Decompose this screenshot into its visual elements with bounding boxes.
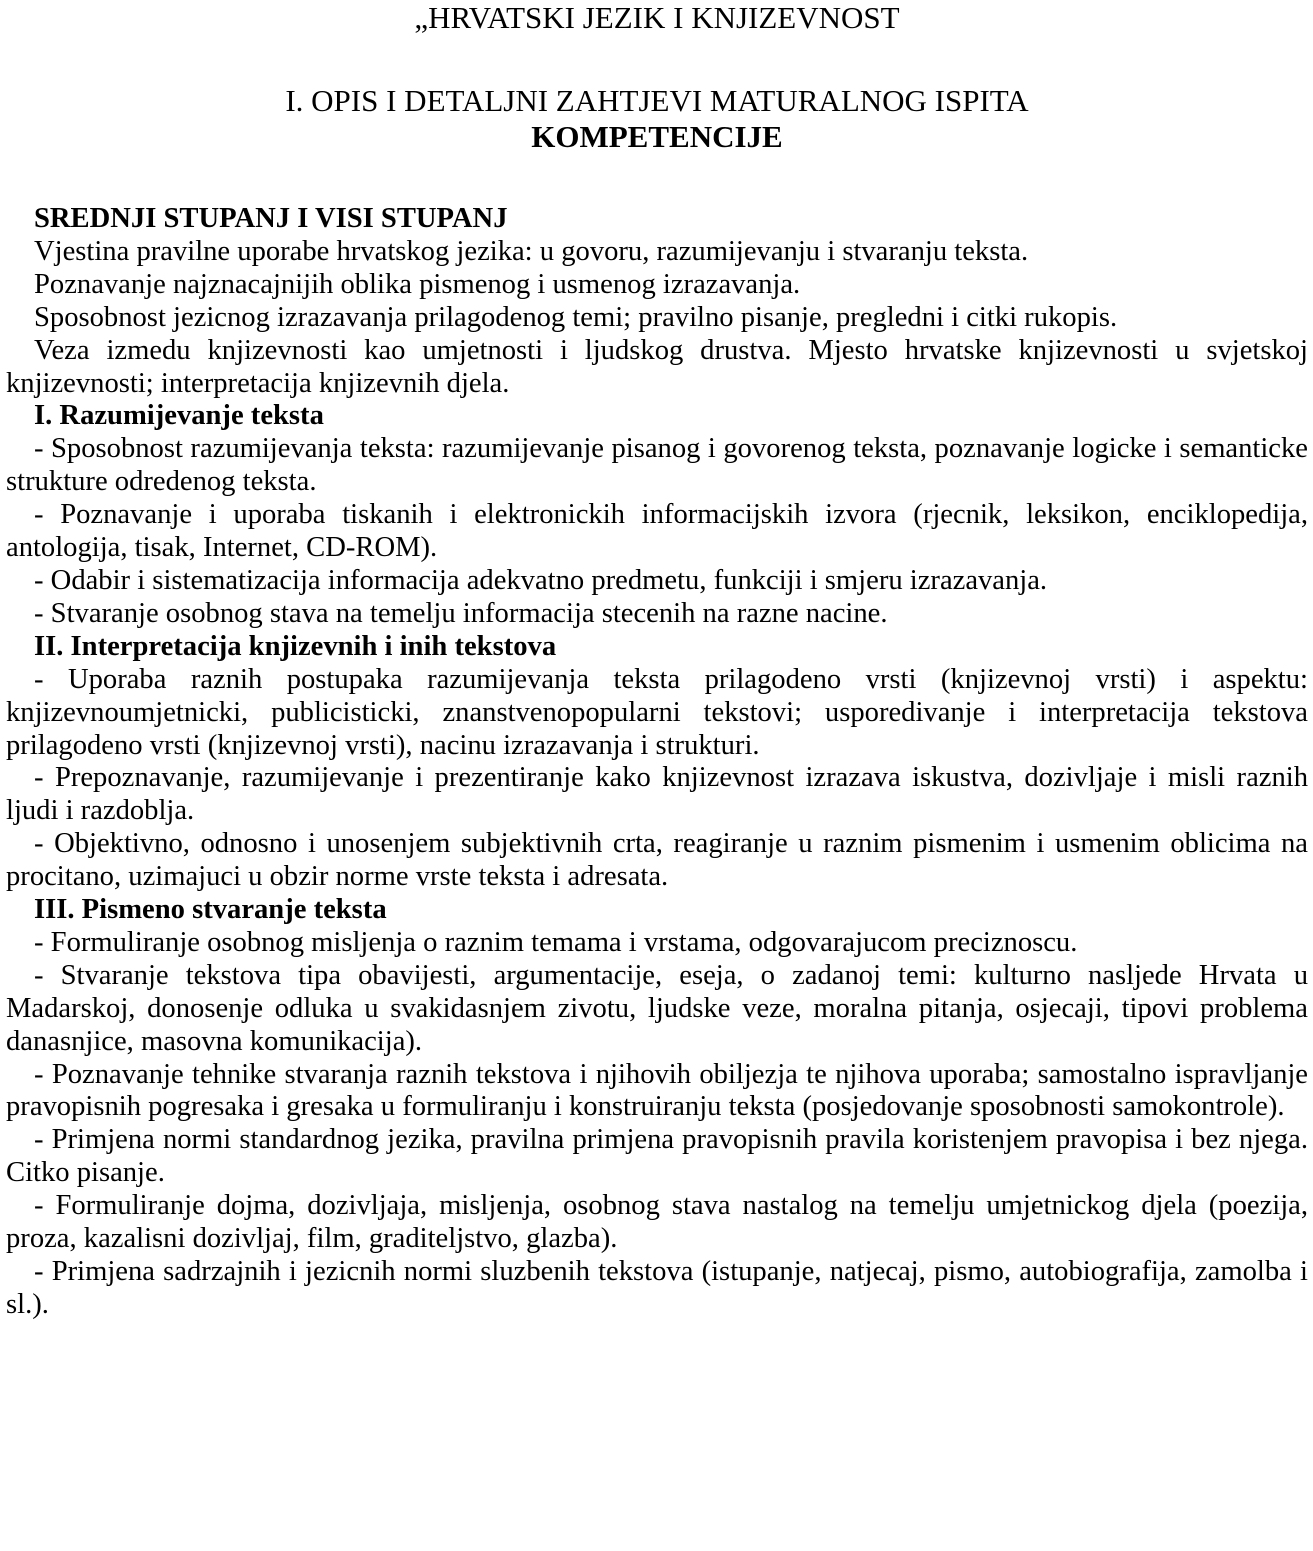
section-item: - Primjena sadrzajnih i jezicnih normi sluzbenih tekstova (istupanje, natjecaj, pismo, autobiografija, zamolba i sl.). (6, 1256, 1308, 1320)
section-item: - Formuliranje dojma, dozivljaja, misljenja, osobnog stava nastalog na temelju umjetnickog djela (poezija, proza, kazalisni dozivljaj, film, graditeljstvo, glazba). (6, 1190, 1308, 1255)
competencies-heading: KOMPETENCIJE (531, 119, 783, 154)
section-item: - Stvaranje osobnog stava na temelju informacija stecenih na razne nacine. (34, 597, 888, 629)
section-heading-2: II. Interpretacija knjizevnih i inih tekstova (34, 630, 557, 662)
section-item: - Poznavanje tehnike stvaranja raznih tekstova i njihovih obiljezja te njihova uporaba; samostalno ispravljanje pravopisnih pogresaka i gresaka u formuliranju i konstruiranju teksta (posjedovanje sposobnosti samokontrole). (6, 1058, 1308, 1123)
intro-paragraph: Veza izmedu knjizevnosti kao umjetnosti i ljudskog drustva. Mjesto hrvatske knjizevnosti u svjetskoj knjizevnosti; interpretacija knjizevnih djela. (6, 334, 1308, 399)
document-title: „HRVATSKI JEZIK I KNJIZEVNOST (414, 0, 900, 35)
section-item: - Prepoznavanje, razumijevanje i prezentiranje kako knjizevnost izrazava iskustva, dozivljaje i misli raznih ljudi i razdoblja. (6, 762, 1308, 827)
section-item: - Sposobnost razumijevanja teksta: razumijevanje pisanog i govorenog teksta, poznavanje logicke i semanticke strukture odredenog teksta. (6, 433, 1308, 498)
document-subtitle: I. OPIS I DETALJNI ZAHTJEVI MATURALNOG ISPITA (285, 83, 1029, 118)
intro-paragraph: Poznavanje najznacajnijih oblika pismenog i usmenog izrazavanja. (34, 268, 801, 300)
section-item: - Poznavanje i uporaba tiskanih i elektronickih informacijskih izvora (rjecnik, leksikon, enciklopedija, antologija, tisak, Internet, CD-ROM). (6, 499, 1308, 564)
section-heading-3: III. Pismeno stvaranje teksta (34, 894, 387, 926)
intro-paragraph: Vjestina pravilne uporabe hrvatskog jezika: u govoru, razumijevanju i stvaranju teksta. (34, 235, 1029, 267)
document-page (6, 0, 1308, 1322)
intro-paragraph: Sposobnost jezicnog izrazavanja prilagodenog temi; pravilno pisanje, pregledni i citki rukopis. (34, 301, 1118, 333)
document-body (6, 203, 1308, 1322)
section-item: - Stvaranje tekstova tipa obavijesti, argumentacije, eseja, o zadanoj temi: kulturno nasljede Hrvata u Madarskoj, donosenje odluka u svakidasnjem zivotu, ljudske veze, moralna pitanja, osjecaji, tipovi problema danasnjice, masovna komunikacija). (6, 959, 1308, 1057)
section-item: - Objektivno, odnosno i unosenjem subjektivnih crta, reagiranje u raznim pismenim i usmenim oblicima na procitano, uzimajuci u obzir norme vrste teksta i adresata. (6, 828, 1308, 893)
section-item: - Formuliranje osobnog misljenja o raznim temama i vrstama, odgovarajucom preciznoscu. (34, 926, 1078, 958)
section-item: - Odabir i sistematizacija informacija adekvatno predmetu, funkciji i smjeru izrazavanja. (34, 564, 1048, 596)
level-heading: SREDNJI STUPANJ I VISI STUPANJ (34, 203, 508, 234)
section-heading-1: I. Razumijevanje teksta (34, 400, 324, 432)
section-item: - Primjena normi standardnog jezika, pravilna primjena pravopisnih pravila koristenjem pravopisa i bez njega. Citko pisanje. (6, 1124, 1308, 1189)
section-item: - Uporaba raznih postupaka razumijevanja teksta prilagodeno vrsti (knjizevnoj vrsti) i aspektu: knjizevnoumjetnicki, publicisticki, znanstvenopopularni tekstovi; usporedivanje i interpretacija tekstova prilagodeno vrsti (knjizevnoj vrsti), nacinu izrazavanja i strukturi. (6, 663, 1308, 761)
